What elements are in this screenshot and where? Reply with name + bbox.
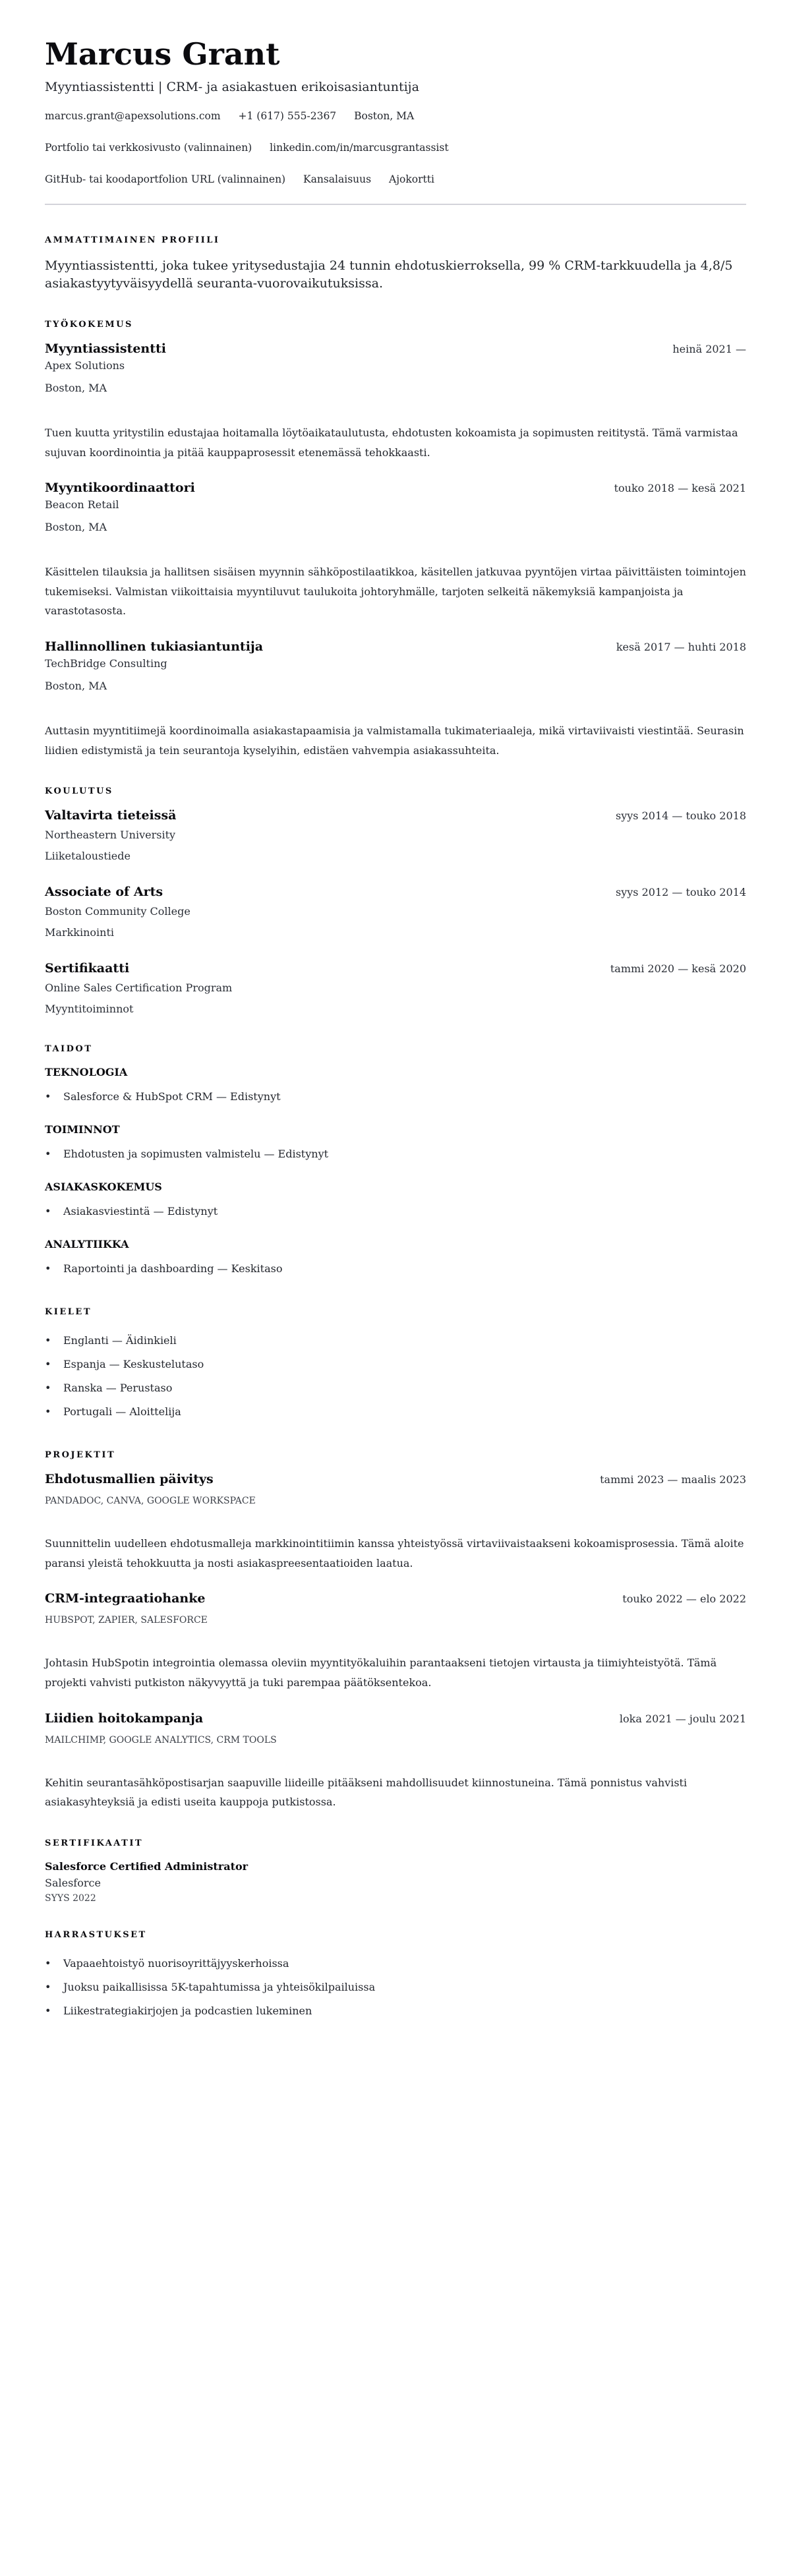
degree-title: Associate of Arts <box>45 885 163 900</box>
section-title-projects: PROJEKTIT <box>45 1450 116 1461</box>
projects-section <box>45 1450 746 1812</box>
education-dates: syys 2012 — touko 2014 <box>616 886 746 899</box>
project-description: Suunnittelin uudelleen ehdotusmalleja markkinointitiimin kanssa yhteistyössä virtaviivaistaakseni kokoamisprosessia. Tämä aloite paransi yleistä tehokkuutta ja nosti asiakaspreesentaatioiden laatua. <box>45 1537 744 1569</box>
school-name: Northeastern University <box>45 829 176 842</box>
section-title-interests: HARRASTUKSET <box>45 1929 147 1940</box>
contact-drivers-license: Ajokortti <box>389 173 434 185</box>
job-location: Boston, MA <box>45 679 107 692</box>
interest-list <box>45 1952 746 2023</box>
skill-list <box>45 1085 746 1109</box>
contact-line-1 <box>45 109 746 123</box>
project-tools: MAILCHIMP, GOOGLE ANALYTICS, CRM TOOLS <box>45 1734 277 1745</box>
contact-location: Boston, MA <box>354 109 415 122</box>
project-description: Johtasin HubSpotin integrointia olemassa oleviin myyntityökaluihin parantaakseni tietojen virtausta ja tiimiyhteistyötä. Tämä projekti vahvisti putkiston näkyvyyttä ja tuki parempaa päätöksentekoa. <box>45 1656 717 1689</box>
job-description: Käsittelen tilauksia ja hallitsen sisäisen myynnin sähköpostilaatikkoa, käsitellen jatkuvaa pyyntöjen virtaa päivittäisten toimintojen tukemiseksi. Valmistan viikoittaisia myyntiluvut taulukoita johtoryhmälle, tarjoten selkeitä näkemyksiä kampanjoista ja varastotasosta. <box>45 566 746 618</box>
certification-name: Salesforce Certified Administrator <box>45 1859 249 1873</box>
job-company: TechBridge Consulting <box>45 657 167 670</box>
contact-github[interactable]: GitHub- tai koodaportfolion URL (valinnainen) <box>45 173 286 185</box>
project-name: Liidien hoitokampanja <box>45 1711 204 1726</box>
job-dates: touko 2018 — kesä 2021 <box>614 482 746 495</box>
skill-item: • Salesforce & HubSpot CRM — Edistynyt <box>45 1085 746 1109</box>
certification-entry <box>45 1860 746 1904</box>
job-title: Hallinnollinen tukiasiantuntija <box>45 639 264 654</box>
profile-section <box>45 235 746 293</box>
contact-citizenship: Kansalaisuus <box>303 173 372 185</box>
education-dates: tammi 2020 — kesä 2020 <box>610 962 746 976</box>
skill-item: • Asiakasviestintä — Edistynyt <box>45 1200 746 1223</box>
school-name: Boston Community College <box>45 905 190 918</box>
section-title-languages: KIELET <box>45 1307 92 1318</box>
field-of-study: Myyntitoiminnot <box>45 1003 134 1016</box>
language-item: • Portugali — Aloittelija <box>45 1400 746 1424</box>
job-company: Beacon Retail <box>45 498 119 512</box>
language-item: • Ranska — Perustaso <box>45 1376 746 1400</box>
degree-title: Valtavirta tieteissä <box>45 808 177 823</box>
profile-summary: Myyntiassistentti, joka tukee yritysedustajia 24 tunnin ehdotuskierroksella, 99 % CRM-tarkkuudella ja 4,8/5 asiakastyytyväisyydellä seuranta-vuorovaikutuksissa. <box>45 258 733 291</box>
skill-category-title: ANALYTIIKKA <box>45 1238 129 1251</box>
language-item: • Espanja — Keskustelutaso <box>45 1353 746 1376</box>
job-title: Myyntikoordinaattori <box>45 481 195 496</box>
candidate-name: Marcus Grant <box>45 36 280 72</box>
education-dates: syys 2014 — touko 2018 <box>616 809 746 823</box>
contact-line-2 <box>45 140 746 155</box>
experience-entry <box>45 639 746 760</box>
certifications-section <box>45 1838 746 1904</box>
interest-item: • Juoksu paikallisissa 5K-tapahtumissa ja yhteisökilpailuissa <box>45 1976 746 1999</box>
contact-line-3 <box>45 172 746 187</box>
project-dates: tammi 2023 — maalis 2023 <box>600 1473 746 1486</box>
resume-header <box>45 37 746 187</box>
contact-linkedin[interactable]: linkedin.com/in/marcusgrantassist <box>270 141 449 154</box>
skill-item: • Raportointi ja dashboarding — Keskitaso <box>45 1257 746 1281</box>
section-title-education: KOULUTUS <box>45 786 113 797</box>
project-entry <box>45 1591 746 1692</box>
project-tools: HUBSPOT, ZAPIER, SALESFORCE <box>45 1615 208 1626</box>
job-dates: kesä 2017 — huhti 2018 <box>616 640 746 653</box>
language-item: • Englanti — Äidinkieli <box>45 1329 746 1353</box>
project-tools: PANDADOC, CANVA, GOOGLE WORKSPACE <box>45 1496 256 1507</box>
skill-item: • Ehdotusten ja sopimusten valmistelu — Edistynyt <box>45 1142 746 1166</box>
job-location: Boston, MA <box>45 381 107 394</box>
project-name: Ehdotusmallien päivitys <box>45 1472 214 1487</box>
section-title-skills: TAIDOT <box>45 1044 93 1055</box>
project-entry <box>45 1711 746 1812</box>
education-entry <box>45 808 746 865</box>
project-dates: loka 2021 — joulu 2021 <box>619 1712 746 1725</box>
job-title: Myyntiassistentti <box>45 341 166 356</box>
field-of-study: Markkinointi <box>45 926 114 939</box>
job-company: Apex Solutions <box>45 359 125 372</box>
certification-date: SYYS 2022 <box>45 1892 96 1904</box>
section-title-experience: TYÖKOKEMUS <box>45 319 133 330</box>
contact-portfolio[interactable]: Portfolio tai verkkosivusto (valinnainen) <box>45 141 252 154</box>
interest-item: • Liikestrategiakirjojen ja podcastien lukeminen <box>45 1999 746 2023</box>
interests-section <box>45 1930 746 2023</box>
certification-issuer: Salesforce <box>45 1876 101 1889</box>
job-location: Boston, MA <box>45 521 107 534</box>
job-description: Tuen kuutta yritystilin edustajaa hoitamalla löytöaikataulutusta, ehdotusten kokoamista ja sopimusten reititystä. Tämä varmistaa sujuvan koordinointia ja pitää kauppaprosessit etenemässä tehokkaasti. <box>45 426 738 459</box>
header-divider <box>45 204 746 205</box>
candidate-headline: Myyntiassistentti | CRM- ja asiakastuen erikoisasiantuntija <box>45 79 419 94</box>
job-description: Auttasin myyntitiimejä koordinoimalla asiakastapaamisia ja valmistamalla tukimateriaaleja, mikä virtaviivaisti viestintää. Seurasin liidien edistymistä ja tein seurantoja kyselyihin, edistäen vahvempia asiakassuhteita. <box>45 724 744 757</box>
language-list <box>45 1329 746 1424</box>
school-name: Online Sales Certification Program <box>45 981 233 995</box>
skill-list <box>45 1257 746 1281</box>
project-entry <box>45 1472 746 1573</box>
interest-item: • Vapaaehtoistyö nuorisoyrittäjyyskerhoissa <box>45 1952 746 1976</box>
job-dates: heinä 2021 — <box>672 342 746 355</box>
languages-section <box>45 1307 746 1424</box>
skill-list <box>45 1142 746 1166</box>
field-of-study: Liiketaloustiede <box>45 850 131 863</box>
experience-section <box>45 320 746 760</box>
skill-category-title: TEKNOLOGIA <box>45 1066 128 1079</box>
degree-title: Sertifikaatti <box>45 961 130 976</box>
contact-phone[interactable]: +1 (617) 555-2367 <box>238 109 337 122</box>
experience-entry <box>45 341 746 462</box>
section-title-certifications: SERTIFIKAATIT <box>45 1838 144 1848</box>
project-description: Kehitin seurantasähköpostisarjan saapuville liideille pitääkseni mahdollisuudet kiinnostuneina. Tämä ponnistus vahvisti asiakasyhteyksiä ja edisti useita kauppoja putkistossa. <box>45 1776 688 1809</box>
skill-category-title: ASIAKASKOKEMUS <box>45 1181 162 1194</box>
project-dates: touko 2022 — elo 2022 <box>622 1593 746 1606</box>
education-entry <box>45 885 746 941</box>
education-entry <box>45 961 746 1018</box>
project-name: CRM-integraatiohanke <box>45 1591 206 1606</box>
skills-section <box>45 1044 746 1281</box>
experience-entry <box>45 481 746 621</box>
contact-email[interactable]: marcus.grant@apexsolutions.com <box>45 109 221 122</box>
education-section <box>45 786 746 1018</box>
skill-list <box>45 1200 746 1223</box>
section-title-profile: AMMATTIMAINEN PROFIILI <box>45 235 220 245</box>
skill-category-title: TOIMINNOT <box>45 1123 120 1136</box>
